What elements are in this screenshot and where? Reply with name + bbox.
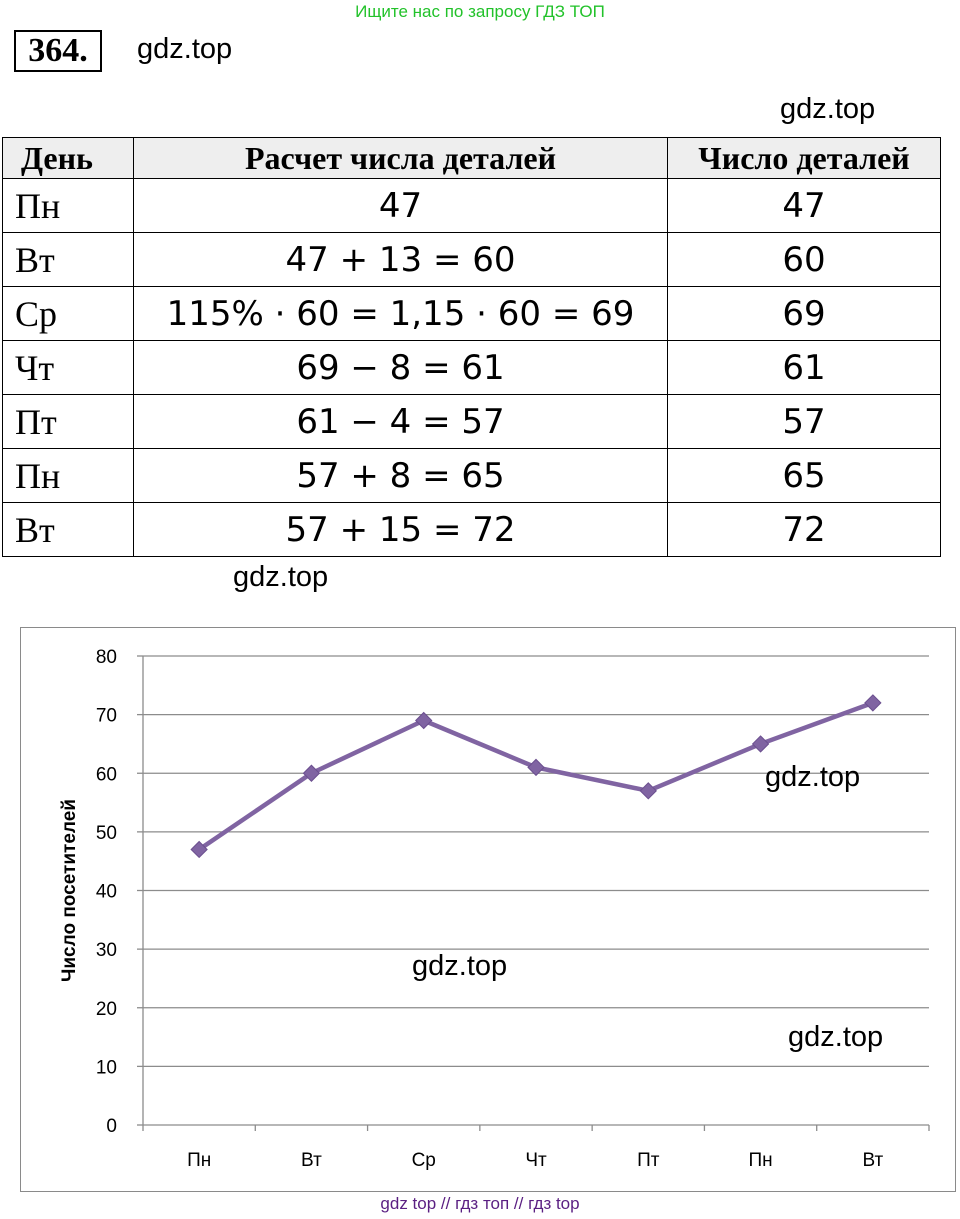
data-point xyxy=(865,695,881,711)
table-header-row xyxy=(3,138,941,179)
cell-day: Вт xyxy=(3,233,134,287)
cell-count: 61 xyxy=(668,341,941,395)
watermark: gdz.top xyxy=(765,761,861,793)
watermark: gdz.top xyxy=(780,93,876,125)
watermark: gdz.top xyxy=(137,33,233,65)
data-point xyxy=(640,783,656,799)
x-tick-label: Вт xyxy=(301,1150,322,1171)
y-tick-label: 50 xyxy=(95,822,117,844)
table-row xyxy=(3,341,941,395)
cell-calc: 69 − 8 = 61 xyxy=(134,341,668,395)
y-tick-label: 10 xyxy=(95,1057,117,1079)
y-tick-label: 30 xyxy=(95,940,117,962)
header-day: День xyxy=(3,138,134,179)
y-tick-label: 0 xyxy=(106,1116,117,1137)
cell-count: 57 xyxy=(668,395,941,449)
cell-calc: 57 + 15 = 72 xyxy=(134,503,668,557)
footer-links: gdz top // гдз топ // гдз top xyxy=(380,1194,580,1213)
cell-day: Чт xyxy=(3,341,134,395)
cell-count: 60 xyxy=(668,233,941,287)
header-calc: Расчет числа деталей xyxy=(134,138,668,179)
watermark: gdz.top xyxy=(412,950,508,982)
calculation-table xyxy=(2,137,941,557)
table-row xyxy=(3,179,941,233)
line-chart xyxy=(20,627,956,1192)
x-tick-label: Пн xyxy=(748,1150,773,1171)
x-tick-label: Ср xyxy=(411,1150,436,1171)
x-tick-label: Чт xyxy=(525,1150,547,1171)
data-point xyxy=(753,736,769,752)
cell-count: 47 xyxy=(668,179,941,233)
watermark: gdz.top xyxy=(233,561,329,593)
header-count: Число деталей xyxy=(668,138,941,179)
cell-calc: 61 − 4 = 57 xyxy=(134,395,668,449)
table-row xyxy=(3,233,941,287)
cell-count: 69 xyxy=(668,287,941,341)
task-number: 364. xyxy=(14,30,102,72)
cell-day: Вт xyxy=(3,503,134,557)
y-tick-label: 60 xyxy=(95,764,117,786)
x-tick-label: Пт xyxy=(637,1150,660,1171)
cell-calc: 47 + 13 = 60 xyxy=(134,233,668,287)
cell-calc: 47 xyxy=(134,179,668,233)
watermark: gdz.top xyxy=(788,1021,884,1053)
cell-count: 72 xyxy=(668,503,941,557)
y-tick-label: 20 xyxy=(95,998,117,1020)
cell-day: Ср xyxy=(3,287,134,341)
y-axis-title: Число посетителей xyxy=(59,799,80,982)
y-tick-label: 70 xyxy=(95,705,117,727)
cell-calc: 57 + 8 = 65 xyxy=(134,449,668,503)
cell-calc: 115% · 60 = 1,15 · 60 = 69 xyxy=(134,287,668,341)
cell-day: Пн xyxy=(3,449,134,503)
table-row xyxy=(3,503,941,557)
table-row xyxy=(3,395,941,449)
search-banner: Ищите нас по запросу ГДЗ ТОП xyxy=(355,2,605,21)
x-tick-label: Вт xyxy=(862,1150,884,1171)
y-tick-label: 80 xyxy=(95,647,117,668)
table-row xyxy=(3,287,941,341)
y-tick-label: 40 xyxy=(95,881,117,903)
cell-day: Пн xyxy=(3,179,134,233)
cell-day: Пт xyxy=(3,395,134,449)
cell-count: 65 xyxy=(668,449,941,503)
table-row xyxy=(3,449,941,503)
x-tick-label: Пн xyxy=(187,1150,212,1171)
